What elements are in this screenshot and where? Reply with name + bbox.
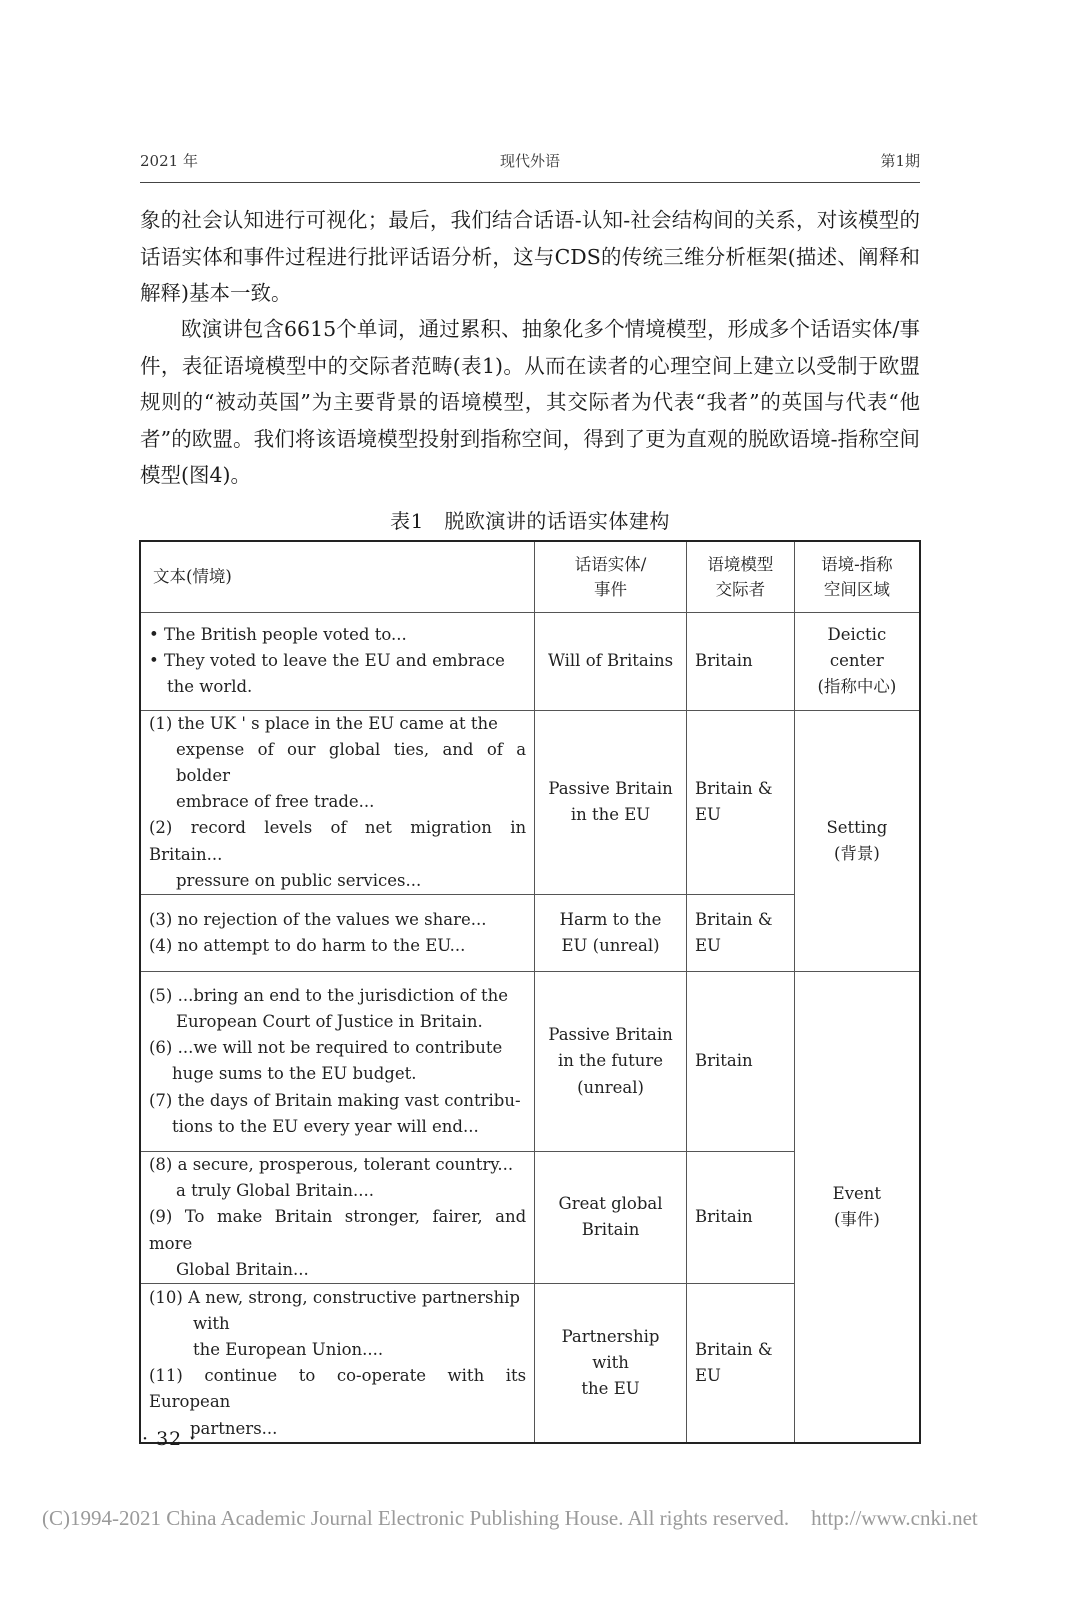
participant-cell: Britain & EU: [686, 710, 794, 894]
text-cell: (1) the UK ' s place in the EU came at the expense of our global ties, and of a bolder embrace of free trade... (2) record levels of net migration in Britain... pressure on public services...: [140, 710, 535, 894]
region-cell-event: Event (事件): [794, 971, 920, 1443]
text-cell: (10) A new, strong, constructive partnership with the European Union.... (11) continue to co-operate with its European partners...: [140, 1283, 535, 1443]
discourse-entity-table: [139, 540, 921, 1444]
entity-cell: Passive Britain in the EU: [535, 710, 687, 894]
participant-cell: Britain & EU: [686, 1283, 794, 1443]
participant-cell: Britain: [686, 971, 794, 1151]
participant-cell: Britain & EU: [686, 894, 794, 971]
copyright-footer: [42, 1506, 978, 1531]
entity-cell: Great global Britain: [535, 1151, 687, 1283]
table-caption: 表1 脱欧演讲的话语实体建构: [390, 509, 670, 533]
body-paragraph: 象的社会认知进行可视化；最后，我们结合话语-认知-社会结构间的关系，对该模型的话语实体和事件过程进行批评话语分析，这与CDS的传统三维分析框架(描述、阐释和解释)基本一致。: [140, 208, 920, 305]
header-context-participant: 语境模型 交际者: [686, 541, 794, 612]
copyright-text: (C)1994-2021 China Academic Journal Electronic Publishing House. All rights reserved.: [42, 1506, 790, 1530]
text-cell: (5) ...bring an end to the jurisdiction of the European Court of Justice in Britain. (6) ...we will not be required to contribute huge sums to the EU budget. (7) the days of Britain making vast contribu- tions to the EU every year will end...: [140, 971, 535, 1151]
header-discourse-entity: 话语实体/ 事件: [535, 541, 687, 612]
page-number: · 32 ·: [142, 1428, 197, 1450]
header-text-situation: 文本(情境): [140, 541, 535, 612]
participant-cell: Britain: [686, 1151, 794, 1283]
header-journal-title: 现代外语: [499, 152, 560, 170]
header-year: 2021 年: [140, 152, 198, 170]
running-header: [140, 148, 920, 183]
entity-cell: Harm to the EU (unreal): [535, 894, 687, 971]
entity-cell: Will of Britains: [535, 612, 687, 710]
body-paragraph: 欧演讲包含6615个单词，通过累积、抽象化多个情境模型，形成多个话语实体/事件，表征语境模型中的交际者范畴(表1)。从而在读者的心理空间上建立以受制于欧盟规则的“被动英国”为主要背景的语境模型，其交际者为代表“我者”的英国与代表“他者”的欧盟。我们将该语境模型投射到指称空间，得到了更为直观的脱欧语境-指称空间模型(图4)。: [140, 317, 920, 487]
table-row: [140, 971, 920, 1151]
text-cell: (3) no rejection of the values we share... (4) no attempt to do harm to the EU...: [140, 894, 535, 971]
table-row: [140, 612, 920, 710]
region-cell-setting: Setting (背景): [794, 710, 920, 971]
entity-cell: Passive Britain in the future (unreal): [535, 971, 687, 1151]
text-cell: (8) a secure, prosperous, tolerant country... a truly Global Britain.... (9) To make Britain stronger, fairer, and more Global Britain...: [140, 1151, 535, 1283]
text-cell: • The British people voted to... • They voted to leave the EU and embrace the world.: [140, 612, 535, 710]
copyright-url[interactable]: http://www.cnki.net: [811, 1506, 978, 1530]
participant-cell: Britain: [686, 612, 794, 710]
entity-cell: Partnership with the EU: [535, 1283, 687, 1443]
table-row: [140, 710, 920, 894]
header-reference-region: 语境-指称 空间区域: [794, 541, 920, 612]
header-issue: 第1期: [880, 152, 920, 170]
table-header-row: [140, 541, 920, 612]
region-cell-deictic: Deictic center (指称中心): [794, 612, 920, 710]
